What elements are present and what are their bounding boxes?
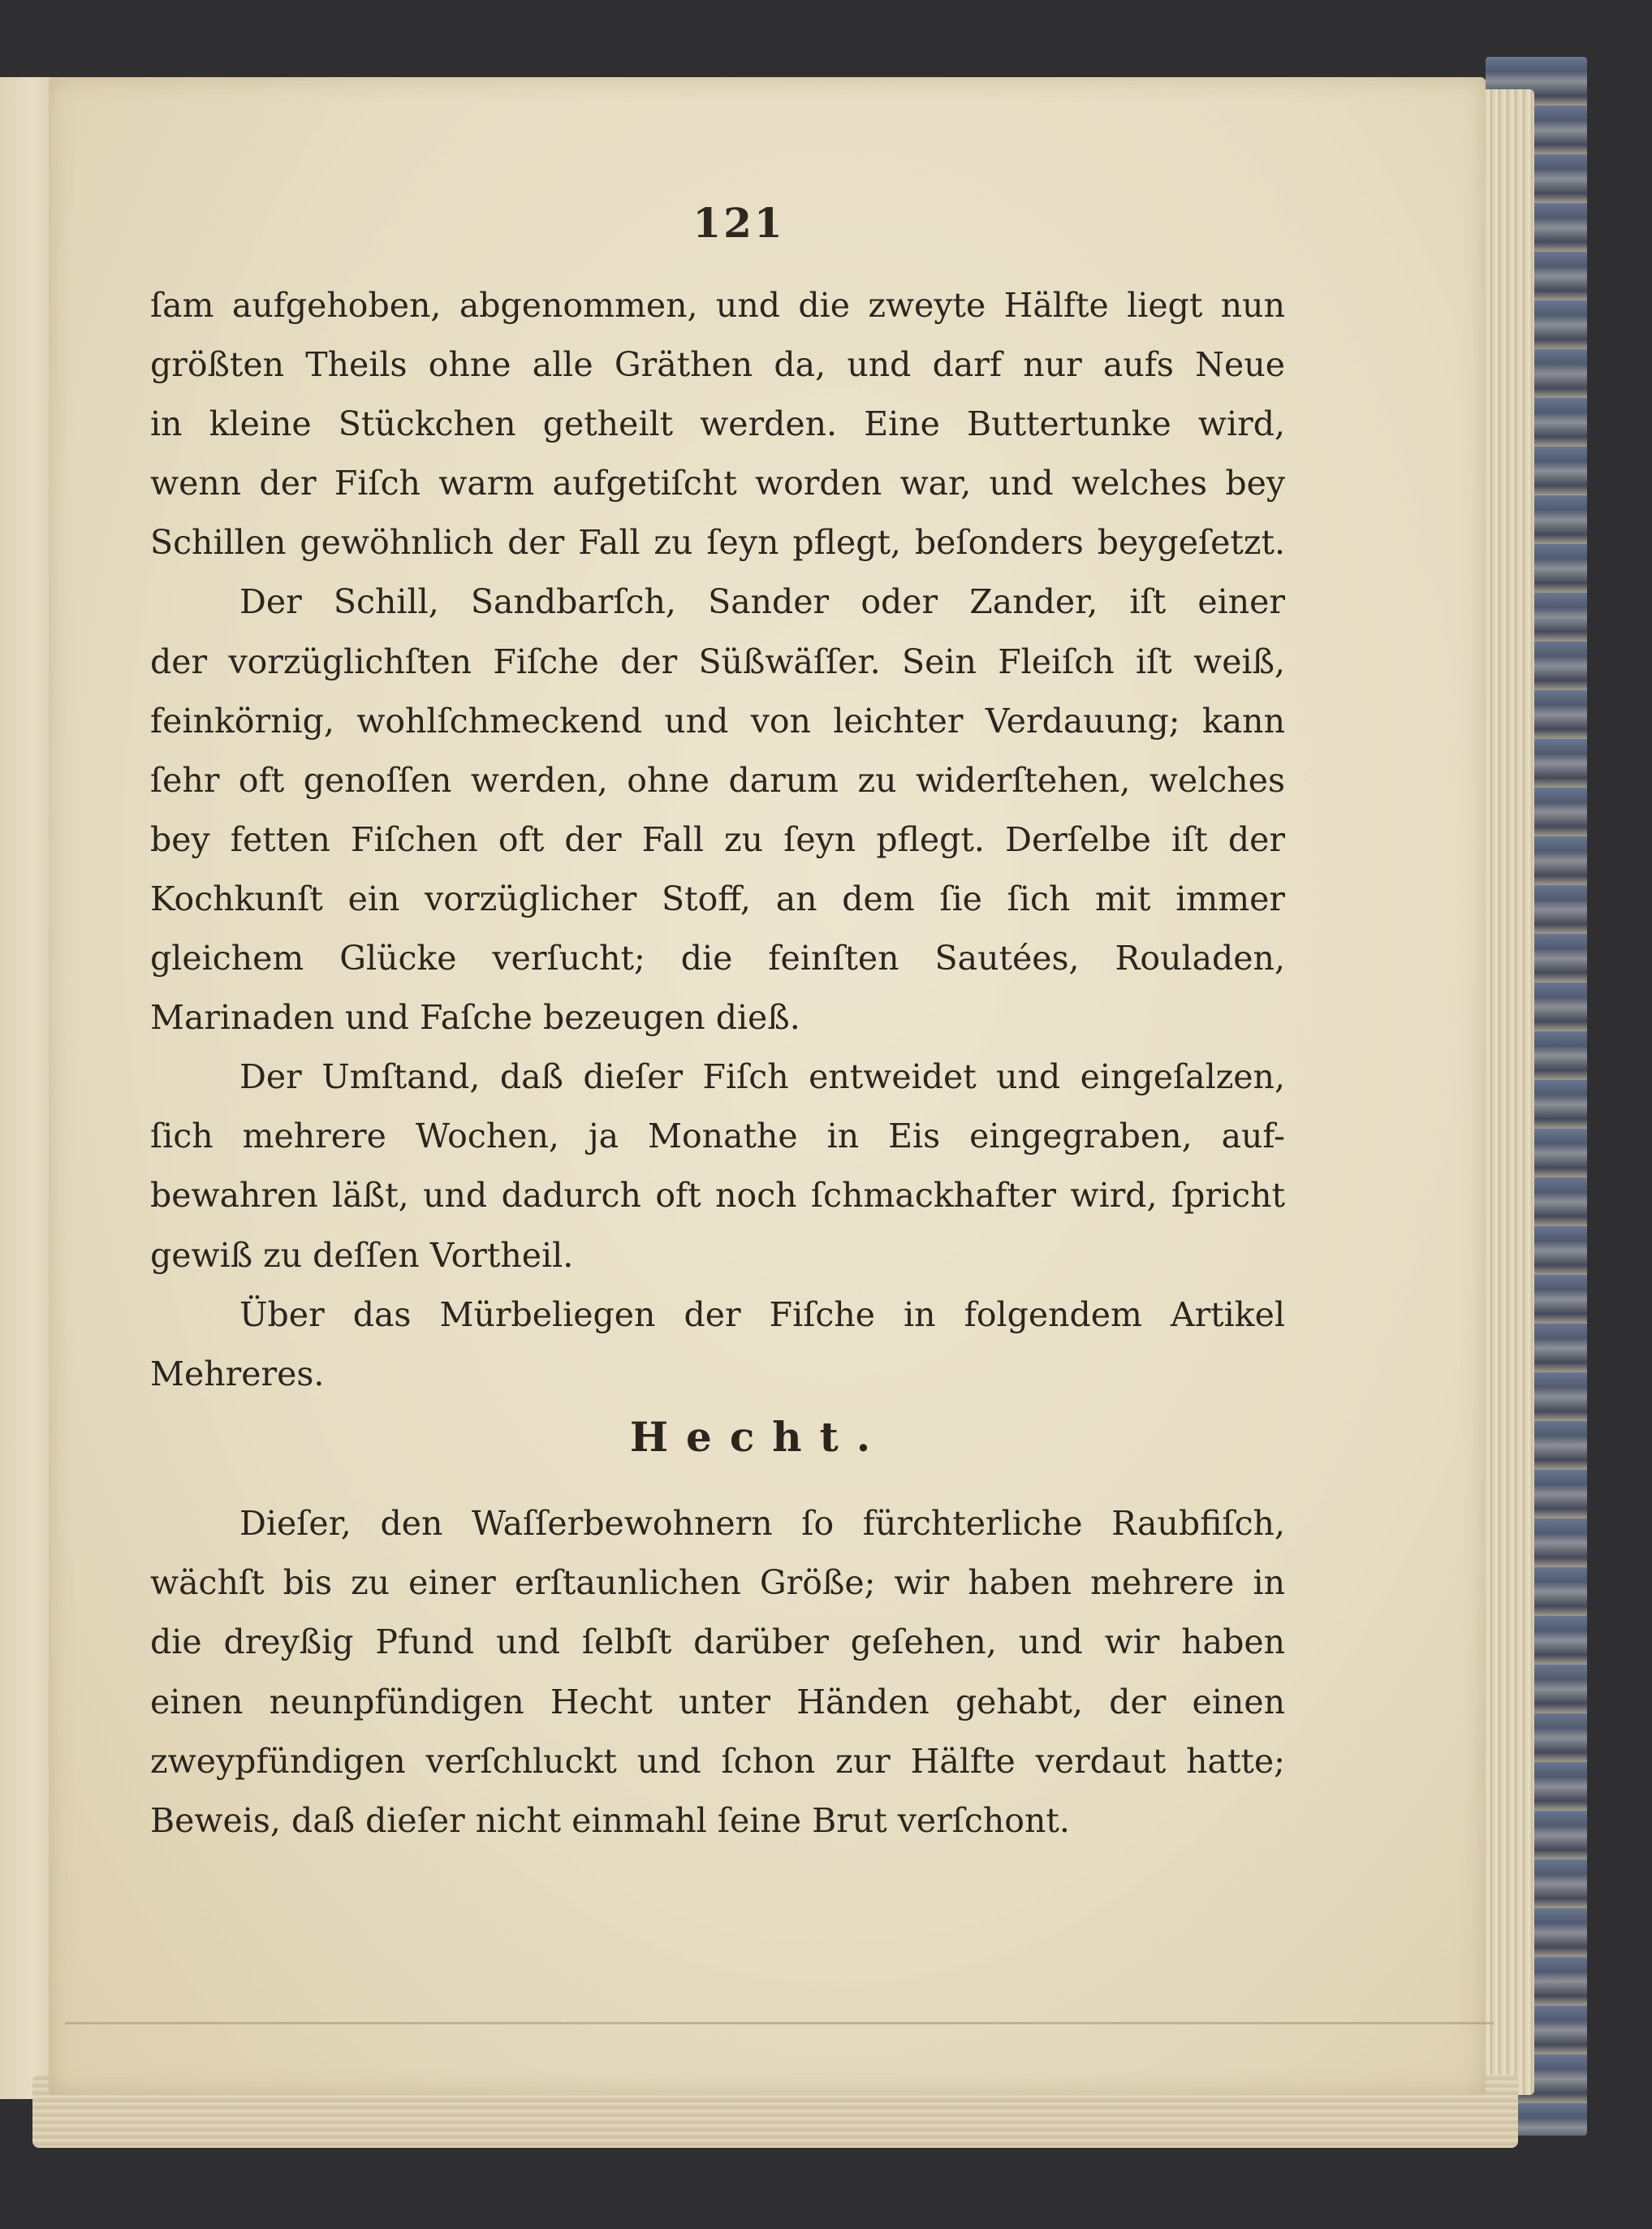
text-line: der vorzüglichſten Fiſche der Süßwäſſer. Sein Fleiſch iſt weiß, [150, 641, 1285, 681]
text-line: einen neunpfündigen Hecht unter Händen gehabt, der einen [150, 1682, 1285, 1721]
body-text-lower [150, 1494, 1285, 1851]
text-line: Marinaden und Faſche bezeugen dieß. [150, 998, 800, 1038]
text-line: bewahren läßt, und dadurch oft noch ſchmackhafter wird, ſpricht [150, 1176, 1285, 1216]
text-line: ſehr oft genoſſen werden, ohne darum zu widerſtehen, welches [150, 760, 1285, 800]
text-line: ſich mehrere Wochen, ja Monathe in Eis eingegraben, auf- [150, 1117, 1285, 1156]
text-line: Schillen gewöhnlich der Fall zu ſeyn pflegt, beſonders beygeſetzt. [150, 523, 1285, 563]
text-line: die dreyßig Pfund und ſelbſt darüber geſehen, und wir haben [150, 1622, 1285, 1662]
page-edge-line [65, 2022, 1494, 2024]
text-line: ſam aufgehoben, abgenommen, und die zweyte Hälfte liegt nun [150, 286, 1285, 325]
text-line: feinkörnig, wohlſchmeckend und von leichter Verdauung; kann [150, 701, 1285, 741]
text-line: Der Umſtand, daß dieſer Fiſch entweidet und eingeſalzen, [239, 1057, 1285, 1097]
text-line: zweypfündigen verſchluckt und ſchon zur Hälfte verdaut hatte; [150, 1741, 1285, 1781]
text-line: in kleine Stückchen getheilt werden. Eine Buttertunke wird, [150, 404, 1285, 444]
text-line: bey fetten Fiſchen oft der Fall zu ſeyn pflegt. Derſelbe iſt der [150, 819, 1285, 859]
page-number: 121 [692, 199, 785, 247]
text-line: gewiß zu deſſen Vortheil. [150, 1235, 574, 1275]
text-line: gleichem Glücke verſucht; die feinſten Sautées, Rouladen, [150, 939, 1285, 978]
text-line: Beweis, daß dieſer nicht einmahl ſeine Brut verſchont. [150, 1801, 1070, 1841]
text-line: wächſt bis zu einer erſtaunlichen Größe; wir haben mehrere in [150, 1563, 1285, 1603]
text-line: Dieſer, den Waſſerbewohnern ſo fürchterliche Raubfiſch, [239, 1504, 1285, 1543]
body-text-upper [150, 276, 1285, 1404]
text-line: Mehreres. [150, 1354, 325, 1393]
text-line: wenn der Fiſch warm aufgetiſcht worden war, und welches bey [150, 464, 1285, 503]
text-line: Kochkunſt ein vorzüglicher Stoff, an dem ſie ſich mit immer [150, 879, 1285, 918]
section-heading: Hecht. [629, 1413, 889, 1461]
text-line: Über das Mürbeliegen der Fiſche in folgendem Artikel [239, 1294, 1285, 1334]
text-line: größten Theils ohne alle Gräthen da, und darf nur aufs Neue [150, 345, 1285, 385]
text-line: Der Schill, Sandbarſch, Sander oder Zander, iſt einer [239, 582, 1285, 622]
